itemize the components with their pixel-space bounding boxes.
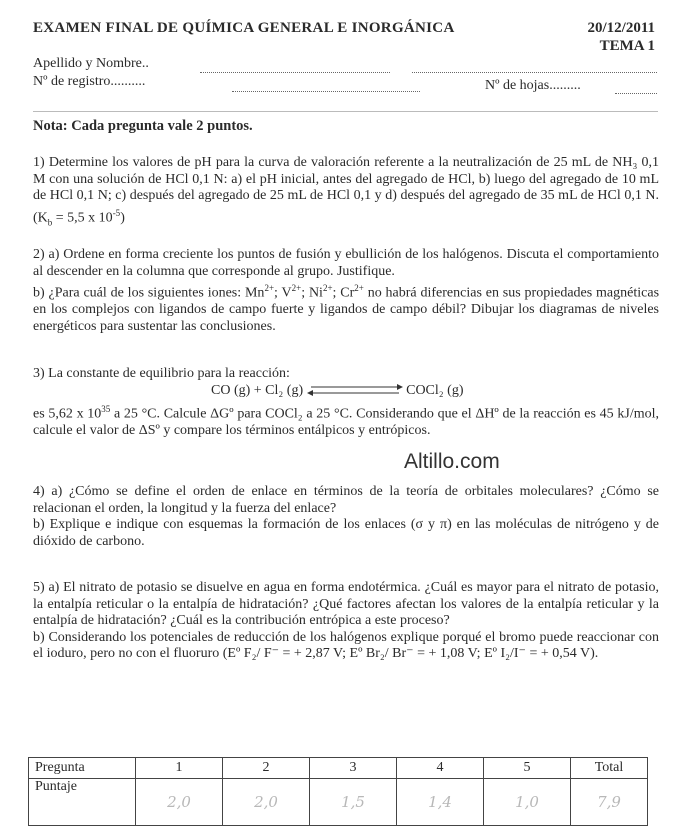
- q2-a: 2) a) Ordene en forma creciente los puntos de fusión y ebullición de los halógenos. Discuta el comportamiento al descender en la columna que corresponde al grupo. Justifique.: [33, 247, 659, 279]
- header-divider: [33, 111, 658, 112]
- equilibrium-arrow-icon: [307, 383, 403, 397]
- header-cell: 1: [136, 758, 223, 779]
- score-cell: 2,0: [136, 779, 223, 826]
- q1-close: ): [120, 210, 125, 226]
- score-cell: 1,0: [484, 779, 571, 826]
- watermark-logo: Altillo.com: [404, 450, 500, 473]
- score-cell: 2,0: [223, 779, 310, 826]
- q3-body: es 5,62 x $10^{35}$ a 25 °C. Calcule ΔGº para COCl₂ a 25 °C. Considerando que el ΔHº de la reacción es 45 kJ/mol, calcule el valor de ΔSº y compare los términos entálpicos y entrópicos.: [33, 404, 659, 439]
- nombre-dots-2: [412, 72, 657, 73]
- q2-b: b) ¿Para cuál de los siguientes iones: $Mn^{2+}$; $V^{2+}$; $Ni^{2+}$; $Cr^{2+}$ no habrá diferencias en sus propiedades magnéticas en los complejos con ligandos de campo fuerte y ligandos de campo débil? Dibujar los diagramas de niveles energéticos para sustentar las conclusiones.: [33, 283, 660, 334]
- score-cell: 1,4: [397, 779, 484, 826]
- nombre-dots: [200, 72, 390, 73]
- registro-dots: [232, 91, 420, 92]
- q1-kb-value: = 5,5 x 10: [52, 210, 113, 226]
- header-cell: 2: [223, 758, 310, 779]
- q3-equation: [33, 383, 659, 400]
- score-table-score-row: [29, 779, 648, 826]
- question-1: [33, 155, 659, 230]
- nombre-label: Apellido y Nombre..: [33, 56, 149, 71]
- q4-a: 4) a) ¿Cómo se define el orden de enlace en términos de la teoría de orbitales moleculares? ¿Cómo se relacionan el orden, la longitud y la fuerza del enlace?: [33, 484, 659, 516]
- q3-intro: 3) La constante de equilibrio para la reacción:: [33, 366, 290, 381]
- q5-a: 5) a) El nitrato de potasio se disuelve en agua en forma endotérmica. ¿Cuál es mayor para el nitrato de potasio, la entalpía reticular o la entalpía de hidratación? ¿Qué factores afectan los valores de la entalpía reticular y la entalpía de hidratación? ¿Cuál es la contribución entrópica a este proceso?: [33, 580, 659, 628]
- header-cell: 5: [484, 758, 571, 779]
- q5-b: b) Considerando los potenciales de reducción de los halógenos explique porqué el bromo puede reaccionar con el ioduro, pero no con el fluoruro (Eº F₂/ F⁻ = + 2,87 V; Eº Br₂/ Br⁻ = + 1,08 V; Eº I₂/I⁻ = + 0,54 V).: [33, 629, 659, 661]
- q1-text: 1) Determine los valores de pH para la curva de valoración referente a la neutralización de 25 mL de NH₃ 0,1 M con una solución de HCl 0,1 N: a) el pH inicial, antes del agregado de HCl, b) luego del agregado de 10 mL de HCl 0,1 N; c) después del agregado de 25 mL de HCl 0,1 y d) después del agregado de 35 mL de HCl 0,1 N. (K: [33, 155, 659, 226]
- q1-kb-sub: b: [47, 216, 53, 227]
- q1-kb-exp: -5: [112, 207, 121, 218]
- score-cell: 1,5: [310, 779, 397, 826]
- header-cell: 3: [310, 758, 397, 779]
- registro-label: Nº de registro..........: [33, 74, 146, 89]
- question-2: [33, 247, 659, 335]
- score-table-header-row: [29, 758, 648, 779]
- question-5: [33, 580, 659, 663]
- exam-tema: TEMA 1: [599, 38, 655, 54]
- q3-products: COCl₂ (g): [406, 382, 464, 398]
- exam-title: EXAMEN FINAL DE QUÍMICA GENERAL E INORGÁNICA: [33, 20, 455, 36]
- nota-text: Nota: Cada pregunta vale 2 puntos.: [33, 118, 253, 134]
- q3-reactants: CO (g) + Cl₂ (g): [211, 382, 304, 398]
- pregunta-label: Pregunta: [29, 758, 136, 779]
- exam-date: 20/12/2011: [587, 20, 655, 36]
- q4-b: b) Explique e indique con esquemas la formación de los enlaces (σ y π) en las moléculas de nitrógeno y de dióxido de carbono.: [33, 517, 659, 549]
- hojas-label: Nº de hojas.........: [485, 78, 581, 93]
- score-cell-total: 7,9: [571, 779, 648, 826]
- header-cell: 4: [397, 758, 484, 779]
- question-4: [33, 484, 659, 550]
- puntaje-label: Puntaje: [29, 779, 136, 826]
- question-3: [33, 366, 659, 440]
- hojas-dots: [615, 93, 657, 94]
- header-cell: Total: [571, 758, 648, 779]
- score-table: [28, 757, 648, 826]
